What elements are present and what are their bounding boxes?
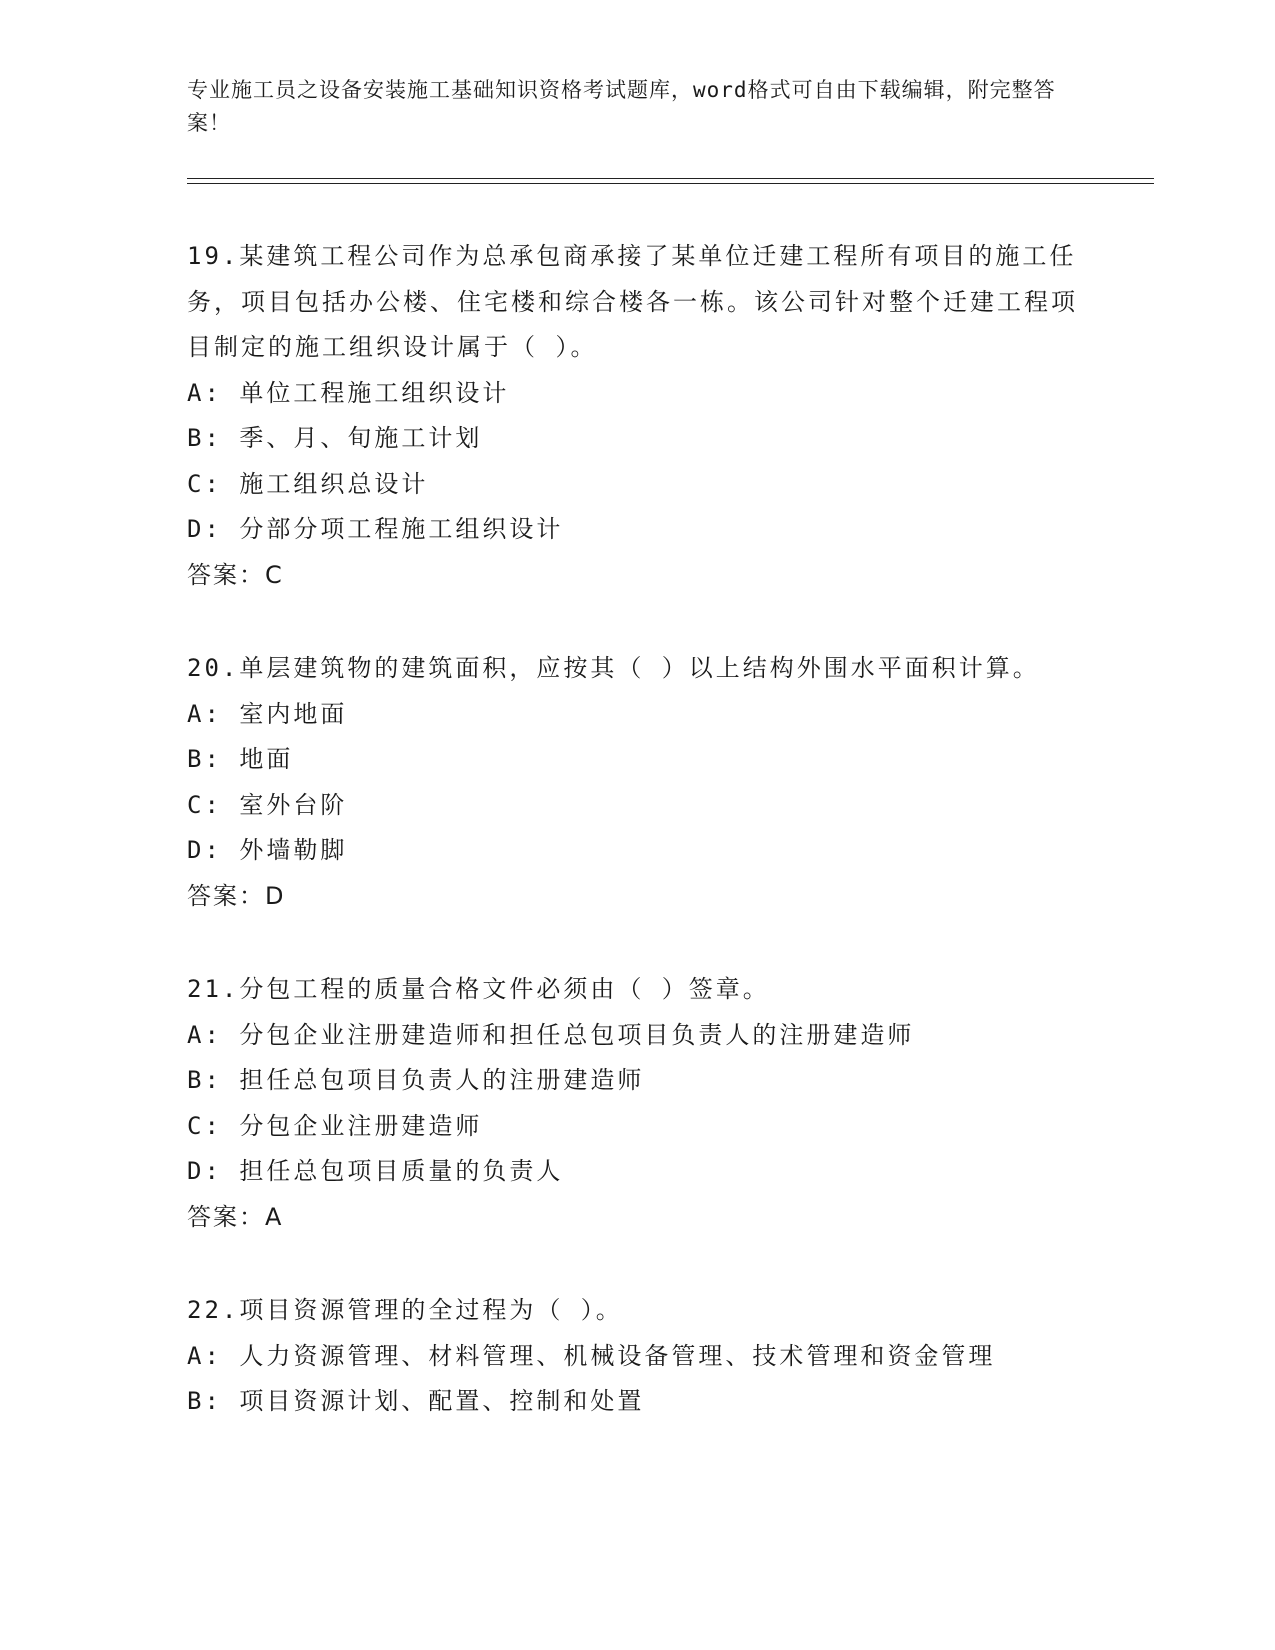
question-stem: 20.单层建筑物的建筑面积，应按其（ ）以上结构外围水平面积计算。: [187, 654, 1040, 682]
header-rule-top: [187, 178, 1154, 179]
document-intro: 专业施工员之设备安装施工基础知识资格考试题库，word格式可自由下载编辑，附完整答案！: [187, 78, 1056, 135]
option-c: C: 室外台阶: [187, 790, 348, 819]
answer: 答案：C: [187, 560, 284, 589]
question-stem: 22.项目资源管理的全过程为（ ）。: [187, 1296, 623, 1324]
option-b: B: 地面: [187, 745, 294, 773]
option-a: A: 室内地面: [187, 699, 348, 728]
option-a: A: 人力资源管理、材料管理、机械设备管理、技术管理和资金管理: [187, 1341, 996, 1370]
option-d: D: 担任总包项目质量的负责人: [187, 1157, 564, 1185]
option-c: C: 施工组织总设计: [187, 469, 429, 498]
option-b: B: 季、月、旬施工计划: [187, 424, 483, 452]
option-a: A: 分包企业注册建造师和担任总包项目负责人的注册建造师: [187, 1020, 915, 1049]
question-list: [187, 234, 1087, 1473]
option-a: A: 单位工程施工组织设计: [187, 378, 510, 407]
option-d: D: 外墙勒脚: [187, 836, 348, 864]
option-c: C: 分包企业注册建造师: [187, 1111, 483, 1140]
question-stem: 21.分包工程的质量合格文件必须由（ ）签章。: [187, 975, 770, 1003]
question-20: [187, 646, 1087, 919]
answer: 答案：D: [187, 881, 286, 910]
option-b: B: 项目资源计划、配置、控制和处置: [187, 1387, 645, 1415]
question-22: [187, 1288, 1087, 1425]
question-19: [187, 234, 1087, 598]
question-stem: 19.某建筑工程公司作为总承包商承接了某单位迁建工程所有项目的施工任务，项目包括办公楼、住宅楼和综合楼各一栋。该公司针对整个迁建工程项目制定的施工组织设计属于（ ）。: [187, 242, 1078, 361]
option-b: B: 担任总包项目负责人的注册建造师: [187, 1066, 645, 1094]
question-21: [187, 967, 1087, 1240]
option-d: D: 分部分项工程施工组织设计: [187, 515, 564, 543]
header-rule-bottom: [187, 183, 1154, 184]
answer: 答案：A: [187, 1202, 284, 1231]
